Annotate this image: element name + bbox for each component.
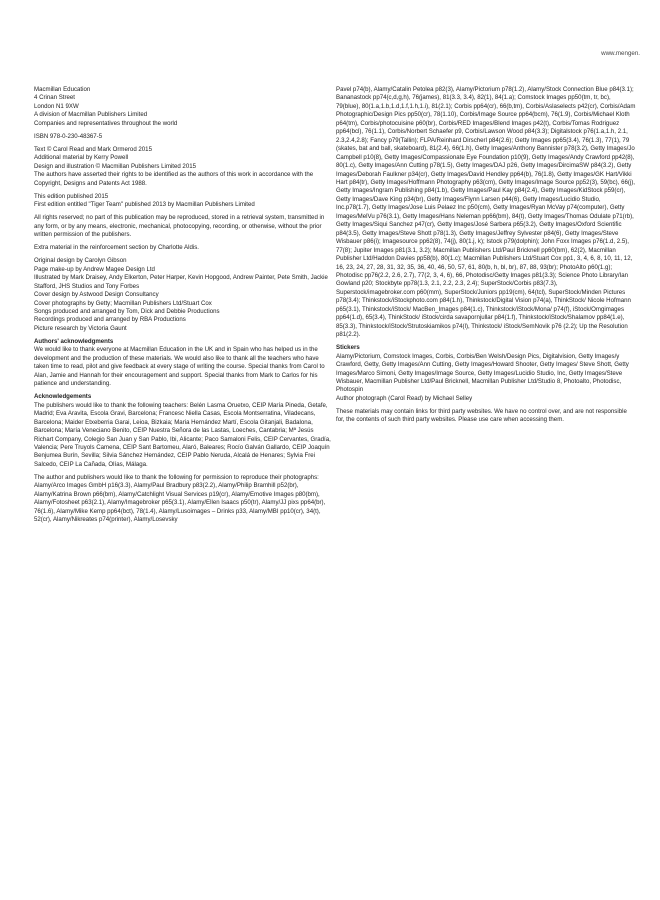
stickers-credits <box>336 344 636 403</box>
rights-reserved: All rights reserved; no part of this publication may be reproduced, stored in a retrieval system, transmitted in any form, or by any means, electronic, mechanical, photocopying, recording, or otherwise, without the prior written permission of the publishers. <box>34 214 325 239</box>
authors-ack-text: We would like to thank everyone at Macmillan Education in the UK and in Spain who has helped us in the development and the production of these materials. We would also like to thank all the teachers who have taken time to read, pilot and give feedback at every stage of writing the course. Special thanks from Carol to Alan, Jamie and Hannah for their encouragement and support. Special thanks from Mark to Carlos for his patience and understanding. <box>34 346 325 388</box>
isbn: ISBN 978-0-230-48367-5 <box>34 132 103 140</box>
right-column <box>336 86 636 429</box>
publisher-address <box>34 86 334 128</box>
photo-credits-start <box>34 474 334 525</box>
additional-material: Additional material by Kerry Powell <box>34 154 129 162</box>
stickers-label: Stickers <box>336 344 360 352</box>
photo-credits-continued: Pavel p74(b), Alamy/Catalin Petolea p82(3), Alamy/Pictorium p78(1.2), Alamy/Stock Connection Blue p84(3.1); Bananastock pp74(c,d,g,h), 76(james), 81(3.3, 3.4), 82(1), 84(1.a); Comstock Images pp50(tm, tr, bc), 79(blue), 80(1.a,1.b,1.d,1.f,1.h,1.i), 81(2.1); Corbis pp64(cr), 66(b,tm), Corbis/Aslaselects p42(cr), Corbis/Adam Photographic/Design Pics pp50(cr), 78(1.10), Corbis/Image Source pp64(bcm), 76(1.9), Corbis/Michael Kloth p64(tm), Corbis/photocuisine p60(br), Corbis/RED Images/Blend Images p42(t), Corbis/Tomas Rodriguez pp64(bcl), 76(1.1), Corbis/Norbert Schaefer p9, Corbis/Lawson Wood p84(3.3); Digitalstock p76(1.a,1.h, 2.1, 2.3,2.4,2.8); Fancy p79(Tallin); FLPA/Reinhard Dirscherl p84(2.6); Getty Images pp65(3.4), 76(1.3), 77(1), 79 (skates, bat and ball, skateboard), 81(2.4), 66(1.h), Getty Images/Anthony Bannister p78(3.2), Getty Images/Jo Campbell p10(8), Getty Images/Compassionate Eye Foundation p10(9), Getty Images/Andy Crawford pp42(8), 80(1.c), Getty Images/Ann Cutting p78(1.5), Getty Images/DAJ p26, Getty Images/DircimaSW p84(3.2), Getty Images/Deborah Faulkner p34(cr), Getty Images/David Hendley pp64(b), 76(1.8), Getty Images/GK Hart/Vikki Hart p84(tr), Getty Images/Hoffmann Photography p63(cm), Getty Images/Image Source pp52(3), 59(bc), 66(j), Getty Images/Ingram Publishing p84(1.b), Getty Images/Paul Kay p84(2.4), Getty Images/KidStock p59(cr), Getty Images/Dave King p34(br), Getty Images/Flynn Larsen p44(6), Getty Images/Lucidio Studio, Inc.p78(1.7), Getty Images/Jose Luis Pelaez Inc p50(cm), Getty Images/Ryan McVay p74(computer), Getty Images/MelVu p76(3.1), Getty Images/Hans Neleman pp66(bm), 84(t), Getty Images/Thomas Odulate p71(rb), Getty Images/Siqui Sanchez p47(cr), Getty Images/José Sarbera p65(3.2), Getty Images/Oxford Scientific p84(3.5), Getty Images/Steve Shott p78(1.3), Getty Images/Jeffrey Sylvester p84(6), Getty Images/Steve Wisbauer p86(i); Imagesource pp62(8), 74(j), 80(1.j, k); Istock p79(dolphin); John Foxx Images p76(1.d, 2.5), 77(8); Jupiter Images p81(3.1, 3.2); Macmillan Publishers Ltd/Paul Bricknell pp60(bm), 62(2), Macmillan Publisher Ltd/Haddon Davies pp58(b), 80(1.c); Macmillan Publishers Ltd/Stuart Cox pp1, 3, 4, 6, 8, 10, 11, 12, 16, 23, 24, 27, 28, 31, 32, 35, 36, 40, 46, 50, 57, 61, 80(b, h, bl, br), 87, 88, 93(br); PhotoAlto p60(1.g); Photodisc pp76(2.2, 2.6, 2.7), 77(2, 3, 4, 6), 66, Photodisc/Getty Images p81(3.3); Science Photo Library/Ian Gowland p20; Stockbyte pp78(1.3, 2.1, 2.2, 2.3, 2.4); SuperStock/Corbis p83(7.3), Superstock/imagebroker.com p60(mm), SuperStock/Juniors pp19(cm), 64(tcl), SuperStock/Minden Pictures p78(3.4); Thinkstock/iStockphoto.com p84(1.h), Thinkstock/Digital Vision p74(a), ThinkStock/ Nicole Hofmann p65(3.1), Thinkstock/iStock/ MacBen_Images p84(1.c), Thinkstock/iStock/Mona/ p74(f), iStock/Omgimages pp64(1.d), 65(3.4), ThinkStock/ iStock/cirda savapornjullar p84(1.f), Thinkstock/iStock/Shalamov pp84(1.e), 85(3.3), Thinkstock/iStock/Strutoskiamikos p74(l), Thinkstock/ iStock/SemNovik p76 (2.2); Up the Resolution p81(2.2). <box>336 86 636 339</box>
credit-line: Cover design by Astwood Design Consultancy <box>34 291 159 299</box>
ack-text: The publishers would like to thank the following teachers: Belén Lasma Oruetxo, CEIP María Pineda, Getafe, Madrid; Eva Aravita, Escola Gravi, Barcelona; Francesc Niella Casas, Escola Montserratina, Viladecans, Barcelona; Maider Etxeberria Garai, Leioa, Bizkaia; Maria Hernández Martí, Escola Gitanjali, Badalona, Barcelona; María Veneciano Benito, CEIP Nuestra Señora de las Lastas, Loeches, Cantabria; Mª Jesús Richart Company, Colegio San Juan y San Pablo, Ibi, Alicante; Paco Samaloni Felis, CEIP Cervantes, Gradía, Valencia; Pere Truyols Camena, CEIP Sant Bartomeu, Alaró, Baleares; Rocío Galván Gallardo, CEIP Joaquín Benjumea Burín, Sevilla; Silvia Sánchez Hernández, CEIP Pablo Neruda, Alcalá de Henares; Sylvia Frei Salcedo, CEIP La Cañada, Olías, Málaga. <box>34 401 331 468</box>
author-photo-credit: Author photograph (Carol Read) by Michael Selley <box>336 394 473 402</box>
copyright-block <box>34 146 334 188</box>
division-line: A division of Macmillan Publishers Limited <box>34 111 148 119</box>
authors-rights: The authors have asserted their rights to be identified as the authors of this work in accordance with the Copyright, Designs and Patents Act 1988. <box>34 171 314 187</box>
address-line: 4 Crinan Street <box>34 94 75 102</box>
design-copyright: Design and illustration © Macmillan Publishers Limited 2015 <box>34 162 196 170</box>
stickers-text: Alamy/Pictorium, Comstock Images, Corbis, Corbis/Ben Welsh/Design Pics, Digitalvision, Getty Images/y Crawford, Getty, Getty Images/Ann Cutting, Getty Images/Howard Shooter, Getty Images/ Steve Shott, Getty Images/Marco Simoni, Getty Images/Image Source, Getty Images/Lucidio Studio, Inc, Getty Images/Steve Wisbauer, Macmillan Publisher Ltd/Paul Bricknell, Macmillan Publisher Ltd/Studio 8, Photoalto, Photodisc, Photospin <box>336 352 629 394</box>
edition-block <box>34 193 334 210</box>
ack-heading: Acknowledgements <box>34 393 92 401</box>
copyright-text: Text © Carol Read and Mark Ormerod 2015 <box>34 145 152 153</box>
credit-line: Picture research by Victoria Gaunt <box>34 324 127 332</box>
website-url: www.mengen. <box>601 50 640 57</box>
credit-line: Page make-up by Andrew Magee Design Ltd <box>34 265 155 273</box>
production-credits <box>34 257 334 333</box>
authors-acknowledgments <box>34 338 334 389</box>
address-line: London N1 9XW <box>34 102 79 110</box>
credit-line: Recordings produced and arranged by RBA Productions <box>34 316 186 324</box>
credit-line: Songs produced and arranged by Tom, Dick and Debbie Productions <box>34 307 220 315</box>
companies-line: Companies and representatives throughout the world <box>34 119 178 127</box>
photo-credits-text: Alamy/Arco Images GmbH p16(3.3), Alamy/Paul Bradbury p83(2.2), Alamy/Philip Bramhill p52(br), Alamy/Katrina Brown p66(bm), Alamy/Catchlight Visual Services p19(cr), Alamy/Emotive Images p80(bm), Alamy/Fotosheet p63(2.1), Alamy/Imagebroker p65(3.1), Alamy/Ellen Isaacs p50(tr), Alamy/JJ pixs pp64(br), 76(1.6), Alamy/Mike Kemp pp64(bct), 78(1.4), Alamy/Lusoimages – Drinks p33, Alamy/MBI pp10(cr), 34(t), 52(cr), Alamy/Nikreates p74(printer), Alamy/Losevsky <box>34 482 326 524</box>
acknowledgements <box>34 393 334 469</box>
left-column <box>34 86 334 529</box>
credit-line: Original design by Carolyn Gibson <box>34 257 127 265</box>
credit-line: Illustrated by Mark Draisey, Andy Elkerton, Peter Harper, Kevin Hopgood, Andrew Painter, Pete Smith, Jackie Stafford, JHS Studios and Tony Forbes <box>34 274 328 290</box>
photo-credits-intro: The author and publishers would like to thank the following for permission to reproduce their photographs: <box>34 473 319 481</box>
publisher-name: Macmillan Education <box>34 86 91 93</box>
third-party-disclaimer: These materials may contain links for third party websites. We have no control over, and are not responsible for, the contents of such third party websites. Please use care when accessing them. <box>336 407 627 424</box>
credit-line: Cover photographs by Getty; Macmillan Publishers Ltd/Stuart Cox <box>34 299 212 307</box>
edition-line: This edition published 2015 <box>34 192 109 200</box>
first-edition-line: First edition entitled "Tiger Team" published 2013 by Macmillan Publishers Limited <box>34 201 255 209</box>
authors-ack-heading: Authors' acknowledgments <box>34 337 114 345</box>
extra-material: Extra material in the reinforcement section by Charlotte Aldis. <box>34 244 199 252</box>
